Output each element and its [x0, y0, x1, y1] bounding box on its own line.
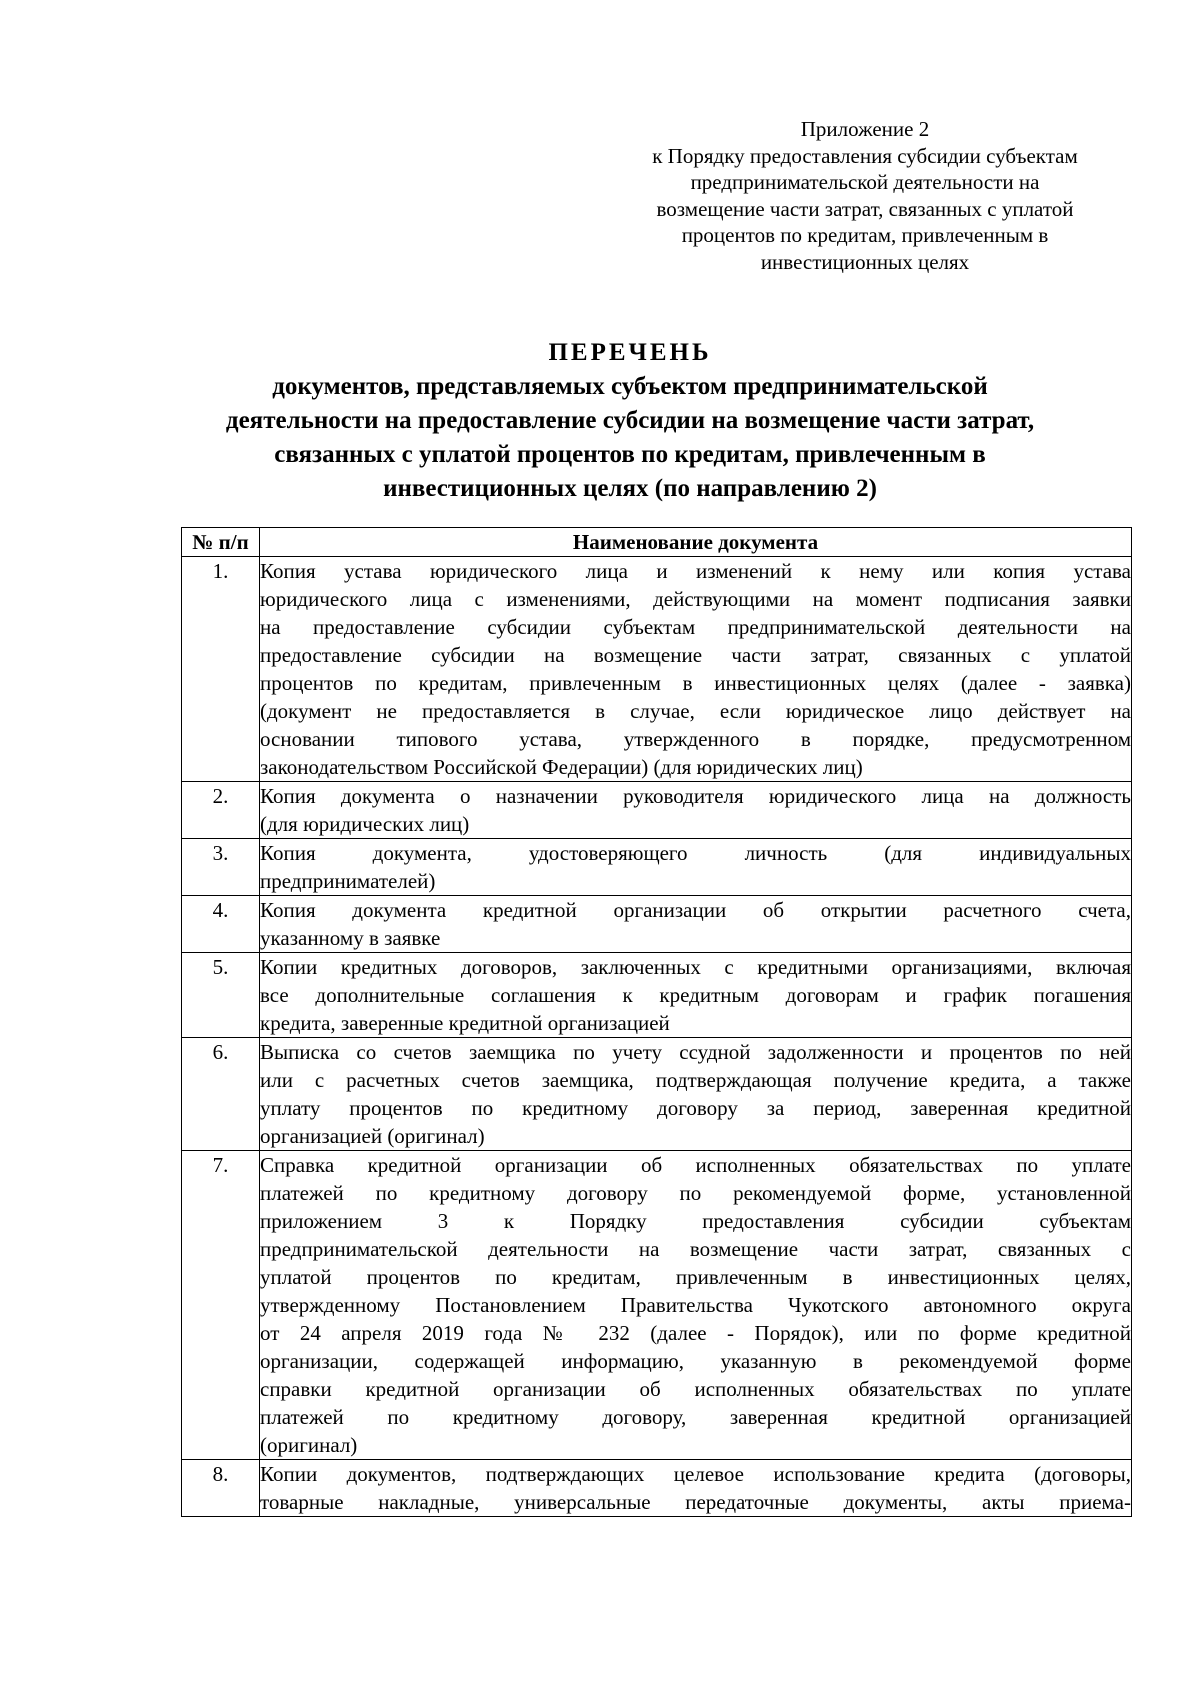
document-text-line: Копии документов, подтверждающих целевое использование кредита (договоры, — [260, 1462, 1131, 1486]
table-row — [182, 782, 1132, 839]
document-text-line: указанному в заявке — [260, 926, 441, 950]
row-number: 4. — [182, 896, 260, 953]
document-text-line: все дополнительные соглашения к кредитным договорам и график погашения — [260, 983, 1131, 1007]
row-document-name — [260, 557, 1132, 782]
document-text-line: уплатой процентов по кредитам, привлеченным в инвестиционных целях, — [260, 1265, 1131, 1289]
document-text-line: основании типового устава, утвержденного в порядке, предусмотренном — [260, 727, 1131, 751]
document-text-line: уплату процентов по кредитному договору за период, заверенная кредитной — [260, 1096, 1131, 1120]
document-text-line: от 24 апреля 2019 года № 232 (далее - Порядок), или по форме кредитной — [260, 1321, 1131, 1345]
row-number: 5. — [182, 953, 260, 1038]
header-document-name: Наименование документа — [260, 528, 1132, 557]
table-body — [182, 557, 1132, 1517]
document-text-line: (для юридических лиц) — [260, 812, 470, 836]
document-text-line: утвержденному Постановлением Правительства Чукотского автономного округа — [260, 1293, 1131, 1317]
table-row — [182, 1151, 1132, 1460]
document-text-line: Копия документа о назначении руководителя юридического лица на должность — [260, 784, 1131, 808]
header-number: № п/п — [182, 528, 260, 557]
document-text-line: Копия устава юридического лица и изменений к нему или копия устава — [260, 559, 1131, 583]
row-number: 6. — [182, 1038, 260, 1151]
row-number: 3. — [182, 839, 260, 896]
table-row — [182, 1038, 1132, 1151]
document-text-line: Выписка со счетов заемщика по учету ссудной задолженности и процентов по ней — [260, 1040, 1131, 1064]
appendix-line: предпринимательской деятельности на — [690, 170, 1040, 194]
document-text-line: процентов по кредитам, привлеченным в инвестиционных целях (далее - заявка) — [260, 671, 1131, 695]
document-text-line: (документ не предоставляется в случае, если юридическое лицо действует на — [260, 699, 1131, 723]
document-text-line: Справка кредитной организации об исполненных обязательствах по уплате — [260, 1153, 1131, 1177]
row-number: 1. — [182, 557, 260, 782]
document-text-line: (оригинал) — [260, 1433, 358, 1457]
document-text-line: предпринимателей) — [260, 869, 436, 893]
document-text-line: кредита, заверенные кредитной организацией — [260, 1011, 670, 1035]
table-row — [182, 839, 1132, 896]
documents-table — [181, 527, 1132, 1517]
row-number: 8. — [182, 1460, 260, 1517]
document-text-line: платежей по кредитному договору по рекомендуемой форме, установленной — [260, 1181, 1131, 1205]
document-text-line: или с расчетных счетов заемщика, подтверждающая получение кредита, а также — [260, 1068, 1131, 1092]
row-document-name — [260, 782, 1132, 839]
document-text-line: предоставление субсидии на возмещение части затрат, связанных с уплатой — [260, 643, 1131, 667]
appendix-line: инвестиционных целях — [760, 249, 970, 274]
subtitle-line: документов, представляемых субъектом предпринимательской — [272, 373, 988, 400]
table-row — [182, 896, 1132, 953]
document-text-line: платежей по кредитному договору, заверенная кредитной организацией — [260, 1405, 1131, 1429]
document-heading — [150, 336, 1110, 506]
document-text-line: законодательством Российской Федерации) (для юридических лиц) — [260, 755, 863, 779]
table-row — [182, 1460, 1132, 1517]
row-number: 7. — [182, 1151, 260, 1460]
appendix-header — [600, 116, 1130, 275]
document-text-line: приложением 3 к Порядку предоставления субсидии субъектам — [260, 1209, 1131, 1233]
row-number: 2. — [182, 782, 260, 839]
document-text-line: товарные накладные, универсальные передаточные документы, акты приема- — [260, 1490, 1131, 1514]
row-document-name — [260, 953, 1132, 1038]
document-text-line: организации, содержащей информацию, указанную в рекомендуемой форме — [260, 1349, 1131, 1373]
document-text-line: на предоставление субсидии субъектам предпринимательской деятельности на — [260, 615, 1131, 639]
subtitle-line: деятельности на предоставление субсидии на возмещение части затрат, — [225, 407, 1035, 434]
document-text-line: Копия документа, удостоверяющего личность (для индивидуальных — [260, 841, 1131, 865]
row-document-name — [260, 1151, 1132, 1460]
table-row — [182, 557, 1132, 782]
table-header-row — [182, 528, 1132, 557]
appendix-line: процентов по кредитам, привлеченным в — [681, 223, 1049, 247]
subtitle-line: связанных с уплатой процентов по кредитам, привлеченным в — [274, 441, 986, 468]
row-document-name — [260, 839, 1132, 896]
appendix-line: возмещение части затрат, связанных с уплатой — [656, 196, 1074, 221]
appendix-line: Приложение 2 — [800, 117, 930, 141]
subtitle-line: инвестиционных целях (по направлению 2) — [383, 475, 877, 502]
document-text-line: юридического лица с изменениями, действующими на момент подписания заявки — [260, 587, 1131, 611]
document-text-line: Копии кредитных договоров, заключенных с кредитными организациями, включая — [260, 955, 1131, 979]
document-title: ПЕРЕЧЕНЬ — [548, 339, 712, 366]
document-subtitle — [150, 370, 1110, 506]
document-text-line: Копия документа кредитной организации об открытии расчетного счета, — [260, 898, 1131, 922]
document-text-line: организацией (оригинал) — [260, 1124, 485, 1148]
document-text-line: справки кредитной организации об исполненных обязательствах по уплате — [260, 1377, 1131, 1401]
table-row — [182, 953, 1132, 1038]
row-document-name — [260, 1038, 1132, 1151]
row-document-name — [260, 896, 1132, 953]
row-document-name — [260, 1460, 1132, 1517]
appendix-line: к Порядку предоставления субсидии субъектам — [652, 143, 1078, 168]
document-text-line: предпринимательской деятельности на возмещение части затрат, связанных с — [260, 1237, 1131, 1261]
